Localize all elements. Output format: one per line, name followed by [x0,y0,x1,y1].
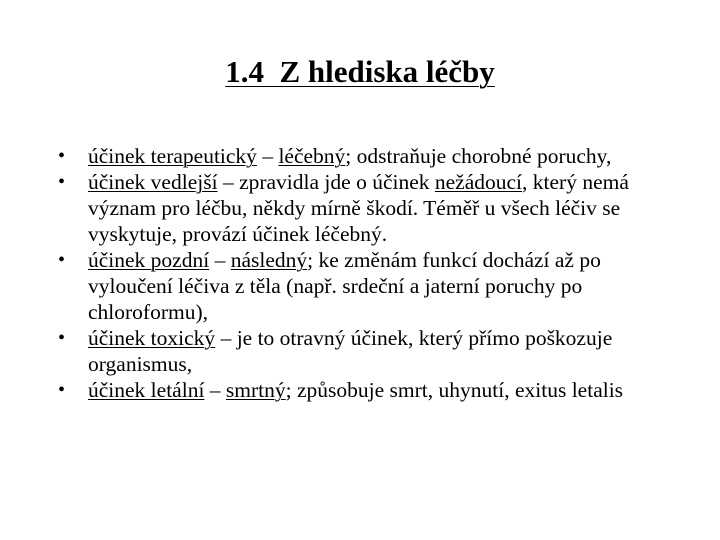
separator: – [204,378,226,402]
separator: – [256,144,279,168]
term-therapeutic: účinek terapeutický [88,144,257,168]
synonym-delayed: následný [230,248,308,272]
list-item-delayed [0,247,648,325]
bullet-icon: • [58,249,66,271]
bullet-icon: • [58,379,66,401]
term-side-effect: účinek vedlejší [88,170,218,194]
list-item-lethal [0,377,648,403]
synonym-therapeutic: léčebný [278,144,346,168]
slide-title: 1.4 Z hlediska léčby [225,54,495,89]
description-side-effect: , který nemá význam pro léčbu, někdy mírně škodí. Téměř u všech léčiv se vyskytuje, provází účinek léčebný. [88,170,629,246]
keyword-undesirable: nežádoucí [434,170,523,194]
bullet-icon: • [58,145,66,167]
description-toxic: – je to otravný účinek, který přímo poškozuje organismus, [88,326,613,376]
description-side-effect-intro: – zpravidla jde o účinek [217,170,435,194]
term-toxic: účinek toxický [88,326,216,350]
term-lethal: účinek letální [88,378,205,402]
list-item-side-effect [0,169,648,247]
term-delayed: účinek pozdní [88,248,210,272]
description-delayed: ; ke změnám funkcí dochází až po vyloučení léčiva z těla (např. srdeční a jaterní poruchy po chloroformu), [88,248,601,324]
synonym-lethal: smrtný [225,378,286,402]
bullet-list [0,143,720,403]
list-item-therapeutic [0,143,648,169]
description-therapeutic: ; odstraňuje chorobné poruchy, [345,144,612,168]
description-lethal: ; způsobuje smrt, uhynutí, exitus letalis [285,378,624,402]
bullet-icon: • [58,171,66,193]
list-item-toxic [0,325,648,377]
separator: – [209,248,231,272]
bullet-icon: • [58,327,66,349]
